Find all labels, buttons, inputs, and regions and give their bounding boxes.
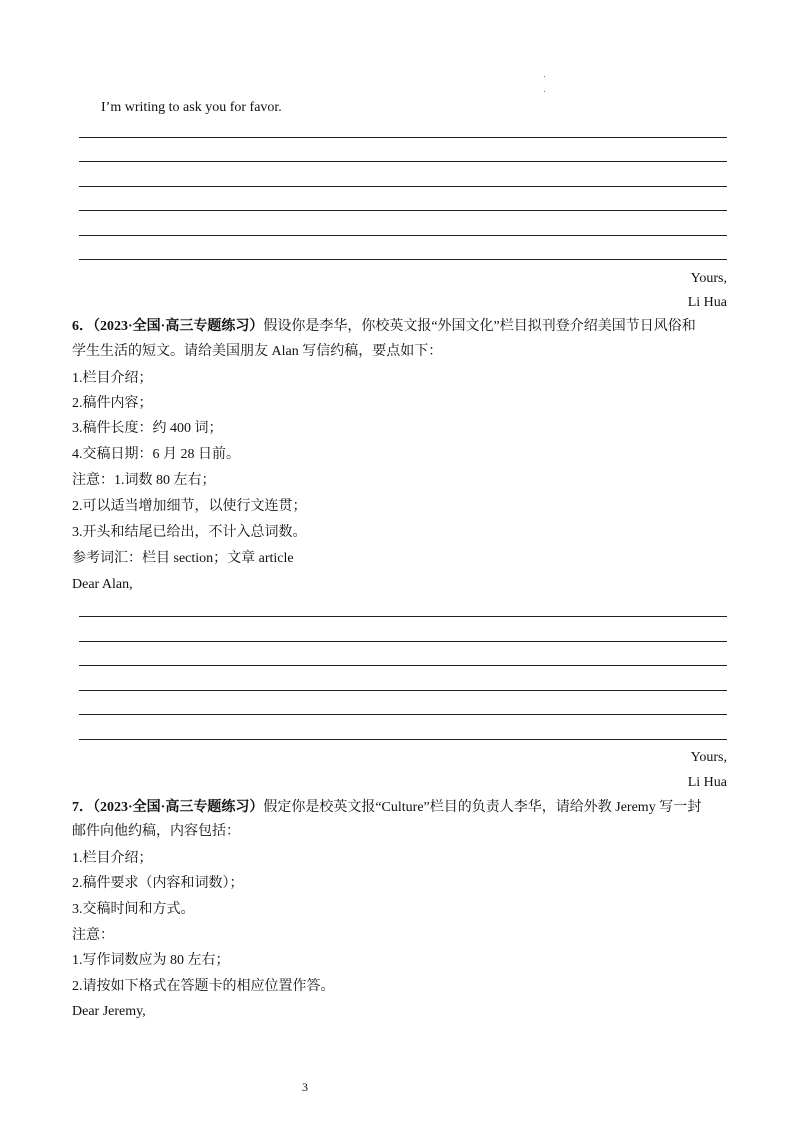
letter-last-line: I’m writing to ask you for favor. <box>101 100 282 115</box>
letter-signature: Li Hua <box>687 775 727 790</box>
letter-salutation: Dear Alan, <box>72 577 133 592</box>
answer-line <box>79 161 727 162</box>
question-number: 6． <box>72 319 93 334</box>
question-7-header <box>72 799 701 817</box>
answer-line <box>79 641 727 642</box>
stray-mark <box>544 91 545 92</box>
point-item: 3.交稿时间和方式。 <box>72 902 195 917</box>
letter-salutation: Dear Jeremy, <box>72 1004 146 1019</box>
question-source: （2023·全国·高三专题练习） <box>93 319 264 334</box>
point-item: 2.稿件内容； <box>72 396 153 411</box>
point-item: 2.稿件要求（内容和词数）； <box>72 876 244 891</box>
answer-line <box>79 186 727 187</box>
answer-line <box>79 739 727 740</box>
answer-line <box>79 690 727 691</box>
question-text: 学生生活的短文。请给美国朋友 Alan 写信约稿，要点如下： <box>72 344 443 359</box>
note-item: 注意：1.词数 80 左右； <box>72 473 216 488</box>
point-item: 3.稿件长度：约 400 词； <box>72 421 223 436</box>
note-item: 1.写作词数应为 80 左右； <box>72 953 230 968</box>
note-item: 3.开头和结尾已给出，不计入总词数。 <box>72 525 307 540</box>
letter-signature: Li Hua <box>687 295 727 310</box>
notes-title: 注意： <box>72 928 114 943</box>
answer-line <box>79 616 727 617</box>
answer-line <box>79 210 727 211</box>
point-item: 1.栏目介绍； <box>72 851 153 866</box>
letter-closing: Yours, <box>690 271 727 286</box>
point-item: 1.栏目介绍； <box>72 371 153 386</box>
answer-line <box>79 259 727 260</box>
point-item: 4.交稿日期：6 月 28 日前。 <box>72 447 240 462</box>
letter-closing: Yours, <box>690 750 727 765</box>
answer-line <box>79 665 727 666</box>
stray-mark <box>544 76 545 77</box>
question-text: 假设你是李华，你校英文报“外国文化”栏目拟刊登介绍美国节日风俗和 <box>263 319 696 334</box>
question-source: （2023·全国·高三专题练习） <box>93 800 264 815</box>
answer-line <box>79 137 727 138</box>
note-item: 2.请按如下格式在答题卡的相应位置作答。 <box>72 979 335 994</box>
question-6-header <box>72 318 696 336</box>
page-number: 3 <box>302 1080 308 1094</box>
question-number: 7． <box>72 800 93 815</box>
vocab-hint: 参考词汇：栏目 section；文章 article <box>72 551 294 566</box>
note-item: 2.可以适当增加细节，以使行文连贯； <box>72 499 307 514</box>
question-text: 邮件向他约稿，内容包括： <box>72 824 240 839</box>
answer-line <box>79 714 727 715</box>
answer-line <box>79 235 727 236</box>
question-text: 假定你是校英文报“Culture”栏目的负责人李华，请给外教 Jeremy 写一封 <box>263 800 702 815</box>
